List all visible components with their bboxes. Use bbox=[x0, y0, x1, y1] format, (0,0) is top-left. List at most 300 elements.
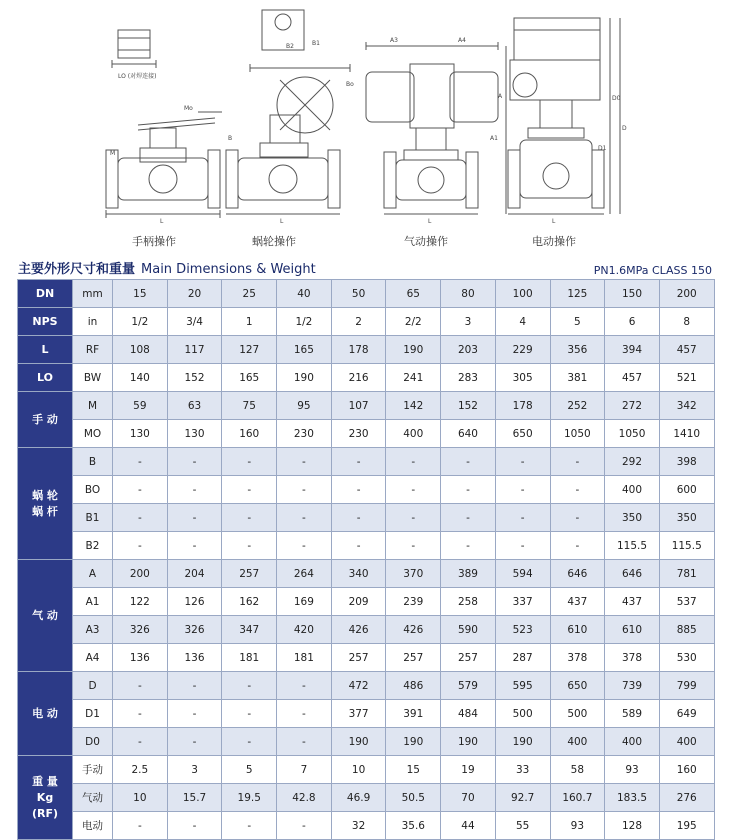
table-cell: 183.5 bbox=[605, 784, 660, 812]
table-cell: 33 bbox=[495, 756, 550, 784]
row-unit-label: D bbox=[73, 672, 113, 700]
l-drawing-label: L bbox=[428, 218, 432, 225]
table-cell: 521 bbox=[659, 364, 714, 392]
row-unit-label: BW bbox=[73, 364, 113, 392]
table-cell: - bbox=[277, 728, 332, 756]
table-cell: 15 bbox=[386, 756, 441, 784]
table-cell: 216 bbox=[331, 364, 386, 392]
m-drawing-label: M bbox=[110, 150, 116, 157]
table-cell: 46.9 bbox=[331, 784, 386, 812]
row-unit-label: D1 bbox=[73, 700, 113, 728]
table-cell: - bbox=[167, 532, 222, 560]
a4-drawing-label: A4 bbox=[458, 37, 466, 44]
table-cell: 178 bbox=[495, 392, 550, 420]
table-cell: - bbox=[550, 448, 605, 476]
table-cell: 252 bbox=[550, 392, 605, 420]
table-cell: 594 bbox=[495, 560, 550, 588]
table-cell: 32 bbox=[331, 812, 386, 840]
table-cell: 190 bbox=[495, 728, 550, 756]
table-cell: 75 bbox=[222, 392, 277, 420]
table-cell: 326 bbox=[167, 616, 222, 644]
valve-drawings bbox=[0, 0, 730, 255]
table-cell: 394 bbox=[605, 336, 660, 364]
table-cell: 610 bbox=[550, 616, 605, 644]
row-group-header: 重 量 Kg (RF) bbox=[18, 756, 73, 840]
lo-drawing-label: LO (对焊连接) bbox=[118, 73, 157, 80]
row-unit-label: MO bbox=[73, 420, 113, 448]
table-row bbox=[18, 448, 715, 476]
table-row bbox=[18, 392, 715, 420]
d0-drawing-label: D0 bbox=[612, 95, 621, 102]
table-cell: 190 bbox=[441, 728, 496, 756]
table-cell: - bbox=[277, 448, 332, 476]
table-cell: 115.5 bbox=[659, 532, 714, 560]
table-cell: 125 bbox=[550, 280, 605, 308]
table-cell: 44 bbox=[441, 812, 496, 840]
table-cell: 457 bbox=[605, 364, 660, 392]
table-cell: - bbox=[495, 448, 550, 476]
table-cell: 115.5 bbox=[605, 532, 660, 560]
table-cell: 2 bbox=[331, 308, 386, 336]
table-row bbox=[18, 476, 715, 504]
table-cell: 885 bbox=[659, 616, 714, 644]
table-cell: - bbox=[550, 476, 605, 504]
table-cell: 230 bbox=[277, 420, 332, 448]
table-cell: - bbox=[550, 532, 605, 560]
table-cell: - bbox=[441, 504, 496, 532]
table-cell: 646 bbox=[605, 560, 660, 588]
table-cell: - bbox=[386, 476, 441, 504]
table-cell: 579 bbox=[441, 672, 496, 700]
row-unit-label: 手动 bbox=[73, 756, 113, 784]
table-cell: 50.5 bbox=[386, 784, 441, 812]
table-cell: 486 bbox=[386, 672, 441, 700]
table-cell: - bbox=[113, 532, 168, 560]
table-cell: 136 bbox=[113, 644, 168, 672]
table-cell: 400 bbox=[605, 476, 660, 504]
table-cell: 127 bbox=[222, 336, 277, 364]
table-cell: - bbox=[495, 476, 550, 504]
table-cell: - bbox=[277, 672, 332, 700]
table-cell: - bbox=[113, 700, 168, 728]
table-cell: 181 bbox=[222, 644, 277, 672]
table-cell: - bbox=[331, 476, 386, 504]
table-cell: - bbox=[167, 448, 222, 476]
table-cell: 3 bbox=[441, 308, 496, 336]
table-cell: 381 bbox=[550, 364, 605, 392]
table-row bbox=[18, 532, 715, 560]
table-cell: 130 bbox=[167, 420, 222, 448]
table-cell: 92.7 bbox=[495, 784, 550, 812]
table-cell: 350 bbox=[659, 504, 714, 532]
table-cell: 589 bbox=[605, 700, 660, 728]
table-cell: - bbox=[386, 532, 441, 560]
table-cell: 239 bbox=[386, 588, 441, 616]
table-cell: 152 bbox=[167, 364, 222, 392]
table-row bbox=[18, 280, 715, 308]
row-unit-label: B1 bbox=[73, 504, 113, 532]
table-cell: - bbox=[495, 504, 550, 532]
table-row bbox=[18, 336, 715, 364]
l-drawing-label: L bbox=[280, 218, 284, 225]
table-cell: 283 bbox=[441, 364, 496, 392]
table-cell: 190 bbox=[331, 728, 386, 756]
table-cell: 50 bbox=[331, 280, 386, 308]
table-cell: - bbox=[167, 504, 222, 532]
table-cell: 258 bbox=[441, 588, 496, 616]
table-cell: 781 bbox=[659, 560, 714, 588]
d-drawing-label: D bbox=[622, 125, 627, 132]
table-cell: 200 bbox=[659, 280, 714, 308]
caption-gear: 蜗轮操作 bbox=[252, 235, 296, 248]
section-title-en: Main Dimensions & Weight bbox=[141, 262, 316, 277]
row-unit-label: BO bbox=[73, 476, 113, 504]
row-group-header: DN bbox=[18, 280, 73, 308]
handle-operated-valve-drawing bbox=[106, 112, 222, 218]
table-cell: - bbox=[277, 504, 332, 532]
table-cell: - bbox=[167, 672, 222, 700]
a3-drawing-label: A3 bbox=[390, 37, 398, 44]
table-cell: 108 bbox=[113, 336, 168, 364]
table-cell: - bbox=[277, 700, 332, 728]
section-title bbox=[18, 258, 316, 277]
table-cell: - bbox=[331, 532, 386, 560]
table-cell: 610 bbox=[605, 616, 660, 644]
table-cell: 65 bbox=[386, 280, 441, 308]
table-cell: - bbox=[386, 448, 441, 476]
table-cell: 257 bbox=[441, 644, 496, 672]
table-cell: - bbox=[222, 532, 277, 560]
table-cell: 420 bbox=[277, 616, 332, 644]
table-cell: 257 bbox=[331, 644, 386, 672]
table-cell: 257 bbox=[222, 560, 277, 588]
table-cell: 377 bbox=[331, 700, 386, 728]
table-cell: 340 bbox=[331, 560, 386, 588]
table-cell: 356 bbox=[550, 336, 605, 364]
row-unit-label: 电动 bbox=[73, 812, 113, 840]
table-cell: 537 bbox=[659, 588, 714, 616]
table-cell: 264 bbox=[277, 560, 332, 588]
table-cell: 190 bbox=[386, 728, 441, 756]
table-cell: 272 bbox=[605, 392, 660, 420]
table-cell: - bbox=[441, 476, 496, 504]
table-cell: 140 bbox=[113, 364, 168, 392]
table-cell: - bbox=[167, 728, 222, 756]
table-cell: - bbox=[277, 532, 332, 560]
table-cell: - bbox=[113, 504, 168, 532]
table-cell: 122 bbox=[113, 588, 168, 616]
table-cell: - bbox=[331, 504, 386, 532]
table-cell: 7 bbox=[277, 756, 332, 784]
row-unit-label: B2 bbox=[73, 532, 113, 560]
table-cell: 128 bbox=[605, 812, 660, 840]
table-cell: 10 bbox=[331, 756, 386, 784]
table-cell: 229 bbox=[495, 336, 550, 364]
table-cell: 42.8 bbox=[277, 784, 332, 812]
table-cell: - bbox=[550, 504, 605, 532]
row-group-header: 蜗 轮 蜗 杆 bbox=[18, 448, 73, 560]
row-unit-label: B bbox=[73, 448, 113, 476]
table-cell: 2.5 bbox=[113, 756, 168, 784]
table-cell: 93 bbox=[550, 812, 605, 840]
table-cell: 25 bbox=[222, 280, 277, 308]
table-cell: 117 bbox=[167, 336, 222, 364]
table-cell: - bbox=[222, 812, 277, 840]
table-cell: - bbox=[495, 532, 550, 560]
table-cell: - bbox=[331, 448, 386, 476]
table-cell: - bbox=[441, 532, 496, 560]
row-unit-label: A1 bbox=[73, 588, 113, 616]
table-cell: 80 bbox=[441, 280, 496, 308]
table-cell: 437 bbox=[550, 588, 605, 616]
table-cell: 400 bbox=[659, 728, 714, 756]
table-cell: - bbox=[386, 504, 441, 532]
table-cell: 257 bbox=[386, 644, 441, 672]
table-cell: 426 bbox=[331, 616, 386, 644]
table-row bbox=[18, 616, 715, 644]
table-cell: - bbox=[222, 700, 277, 728]
table-cell: 391 bbox=[386, 700, 441, 728]
table-cell: 59 bbox=[113, 392, 168, 420]
table-cell: 484 bbox=[441, 700, 496, 728]
table-cell: 165 bbox=[277, 336, 332, 364]
table-cell: 400 bbox=[386, 420, 441, 448]
butt-weld-end-drawing bbox=[112, 30, 156, 68]
table-cell: 378 bbox=[550, 644, 605, 672]
table-cell: 378 bbox=[605, 644, 660, 672]
table-cell: 1050 bbox=[605, 420, 660, 448]
table-row bbox=[18, 812, 715, 840]
table-cell: - bbox=[222, 476, 277, 504]
table-row bbox=[18, 756, 715, 784]
table-cell: 326 bbox=[113, 616, 168, 644]
table-cell: 195 bbox=[659, 812, 714, 840]
table-cell: 150 bbox=[605, 280, 660, 308]
table-cell: 70 bbox=[441, 784, 496, 812]
caption-handle: 手柄操作 bbox=[132, 235, 176, 248]
table-cell: 287 bbox=[495, 644, 550, 672]
caption-pneumatic: 气动操作 bbox=[404, 235, 448, 248]
table-cell: 8 bbox=[659, 308, 714, 336]
table-cell: - bbox=[167, 700, 222, 728]
table-cell: 142 bbox=[386, 392, 441, 420]
row-group-header: LO bbox=[18, 364, 73, 392]
table-cell: 203 bbox=[441, 336, 496, 364]
table-cell: 2/2 bbox=[386, 308, 441, 336]
b2-drawing-label: B2 bbox=[286, 43, 294, 50]
table-row bbox=[18, 700, 715, 728]
row-unit-label: 气动 bbox=[73, 784, 113, 812]
table-cell: 398 bbox=[659, 448, 714, 476]
table-row bbox=[18, 308, 715, 336]
table-cell: 530 bbox=[659, 644, 714, 672]
table-cell: 130 bbox=[113, 420, 168, 448]
row-unit-label: A bbox=[73, 560, 113, 588]
table-cell: 457 bbox=[659, 336, 714, 364]
table-cell: 126 bbox=[167, 588, 222, 616]
table-cell: 305 bbox=[495, 364, 550, 392]
pressure-rating: PN1.6MPa CLASS 150 bbox=[593, 264, 712, 277]
table-cell: 3 bbox=[167, 756, 222, 784]
table-cell: 799 bbox=[659, 672, 714, 700]
table-cell: 640 bbox=[441, 420, 496, 448]
table-cell: 178 bbox=[331, 336, 386, 364]
table-cell: 136 bbox=[167, 644, 222, 672]
table-cell: 426 bbox=[386, 616, 441, 644]
row-unit-label: D0 bbox=[73, 728, 113, 756]
table-cell: 95 bbox=[277, 392, 332, 420]
table-cell: 204 bbox=[167, 560, 222, 588]
table-cell: - bbox=[113, 476, 168, 504]
table-cell: 100 bbox=[495, 280, 550, 308]
table-cell: 19.5 bbox=[222, 784, 277, 812]
table-cell: 160 bbox=[222, 420, 277, 448]
b-drawing-label: B bbox=[228, 135, 233, 142]
table-cell: 649 bbox=[659, 700, 714, 728]
table-cell: 6 bbox=[605, 308, 660, 336]
table-cell: 292 bbox=[605, 448, 660, 476]
table-cell: 1/2 bbox=[113, 308, 168, 336]
table-cell: 650 bbox=[495, 420, 550, 448]
a1-drawing-label: A1 bbox=[490, 135, 498, 142]
table-cell: 165 bbox=[222, 364, 277, 392]
table-row bbox=[18, 728, 715, 756]
table-cell: - bbox=[222, 448, 277, 476]
table-cell: - bbox=[277, 476, 332, 504]
table-cell: 523 bbox=[495, 616, 550, 644]
table-row bbox=[18, 784, 715, 812]
caption-electric: 电动操作 bbox=[532, 235, 576, 248]
table-cell: 400 bbox=[550, 728, 605, 756]
pneumatic-valve-drawing bbox=[366, 42, 506, 214]
table-cell: 190 bbox=[277, 364, 332, 392]
table-cell: - bbox=[222, 504, 277, 532]
table-cell: 595 bbox=[495, 672, 550, 700]
table-cell: 389 bbox=[441, 560, 496, 588]
table-cell: - bbox=[113, 812, 168, 840]
table-cell: 739 bbox=[605, 672, 660, 700]
section-title-cn: 主要外形尺寸和重量 bbox=[18, 262, 136, 277]
table-row bbox=[18, 588, 715, 616]
row-group-header: 气 动 bbox=[18, 560, 73, 672]
table-cell: 10 bbox=[113, 784, 168, 812]
table-cell: 241 bbox=[386, 364, 441, 392]
l-drawing-label: L bbox=[552, 218, 556, 225]
table-cell: 1050 bbox=[550, 420, 605, 448]
table-cell: 20 bbox=[167, 280, 222, 308]
table-row bbox=[18, 560, 715, 588]
table-cell: 169 bbox=[277, 588, 332, 616]
table-cell: - bbox=[277, 812, 332, 840]
table-cell: 93 bbox=[605, 756, 660, 784]
table-cell: 600 bbox=[659, 476, 714, 504]
table-cell: - bbox=[113, 448, 168, 476]
d1-drawing-label: D1 bbox=[598, 145, 607, 152]
table-cell: 337 bbox=[495, 588, 550, 616]
table-cell: 230 bbox=[331, 420, 386, 448]
row-group-header: 手 动 bbox=[18, 392, 73, 448]
table-row bbox=[18, 672, 715, 700]
table-cell: 1/2 bbox=[277, 308, 332, 336]
table-cell: 472 bbox=[331, 672, 386, 700]
row-group-header: NPS bbox=[18, 308, 73, 336]
row-group-header: L bbox=[18, 336, 73, 364]
row-unit-label: mm bbox=[73, 280, 113, 308]
gear-operated-valve-drawing bbox=[226, 10, 350, 214]
table-cell: 342 bbox=[659, 392, 714, 420]
row-unit-label: in bbox=[73, 308, 113, 336]
row-unit-label: M bbox=[73, 392, 113, 420]
table-cell: 55 bbox=[495, 812, 550, 840]
table-cell: 4 bbox=[495, 308, 550, 336]
table-cell: 190 bbox=[386, 336, 441, 364]
table-cell: 160.7 bbox=[550, 784, 605, 812]
table-cell: 35.6 bbox=[386, 812, 441, 840]
table-cell: - bbox=[222, 728, 277, 756]
table-cell: 152 bbox=[441, 392, 496, 420]
table-cell: 209 bbox=[331, 588, 386, 616]
row-unit-label: A3 bbox=[73, 616, 113, 644]
a-drawing-label: A bbox=[498, 93, 503, 100]
table-cell: 347 bbox=[222, 616, 277, 644]
mo-drawing-label: Mo bbox=[184, 105, 193, 112]
table-cell: 646 bbox=[550, 560, 605, 588]
table-row bbox=[18, 644, 715, 672]
table-cell: 19 bbox=[441, 756, 496, 784]
table-cell: 40 bbox=[277, 280, 332, 308]
table-cell: - bbox=[113, 728, 168, 756]
table-row bbox=[18, 420, 715, 448]
table-cell: - bbox=[113, 672, 168, 700]
table-cell: 370 bbox=[386, 560, 441, 588]
table-cell: - bbox=[167, 476, 222, 504]
table-cell: 500 bbox=[495, 700, 550, 728]
row-unit-label: A4 bbox=[73, 644, 113, 672]
table-cell: 3/4 bbox=[167, 308, 222, 336]
table-cell: 162 bbox=[222, 588, 277, 616]
electric-valve-drawing bbox=[508, 18, 620, 214]
table-row bbox=[18, 504, 715, 532]
table-cell: 500 bbox=[550, 700, 605, 728]
table-cell: 63 bbox=[167, 392, 222, 420]
table-cell: 200 bbox=[113, 560, 168, 588]
table-cell: 437 bbox=[605, 588, 660, 616]
table-cell: 5 bbox=[222, 756, 277, 784]
table-cell: - bbox=[167, 812, 222, 840]
table-cell: 15.7 bbox=[167, 784, 222, 812]
table-cell: 1410 bbox=[659, 420, 714, 448]
table-cell: 1 bbox=[222, 308, 277, 336]
table-cell: 400 bbox=[605, 728, 660, 756]
table-row bbox=[18, 364, 715, 392]
table-cell: 350 bbox=[605, 504, 660, 532]
row-group-header: 电 动 bbox=[18, 672, 73, 756]
table-cell: 276 bbox=[659, 784, 714, 812]
table-cell: 107 bbox=[331, 392, 386, 420]
l-drawing-label: L bbox=[160, 218, 164, 225]
table-cell: 181 bbox=[277, 644, 332, 672]
table-cell: - bbox=[222, 672, 277, 700]
table-cell: 58 bbox=[550, 756, 605, 784]
table-cell: 590 bbox=[441, 616, 496, 644]
bo-drawing-label: Bo bbox=[346, 81, 354, 88]
b1-drawing-label: B1 bbox=[312, 40, 320, 47]
table-cell: 15 bbox=[113, 280, 168, 308]
dimensions-table bbox=[17, 279, 715, 840]
table-cell: 160 bbox=[659, 756, 714, 784]
table-cell: 5 bbox=[550, 308, 605, 336]
table-cell: - bbox=[441, 448, 496, 476]
